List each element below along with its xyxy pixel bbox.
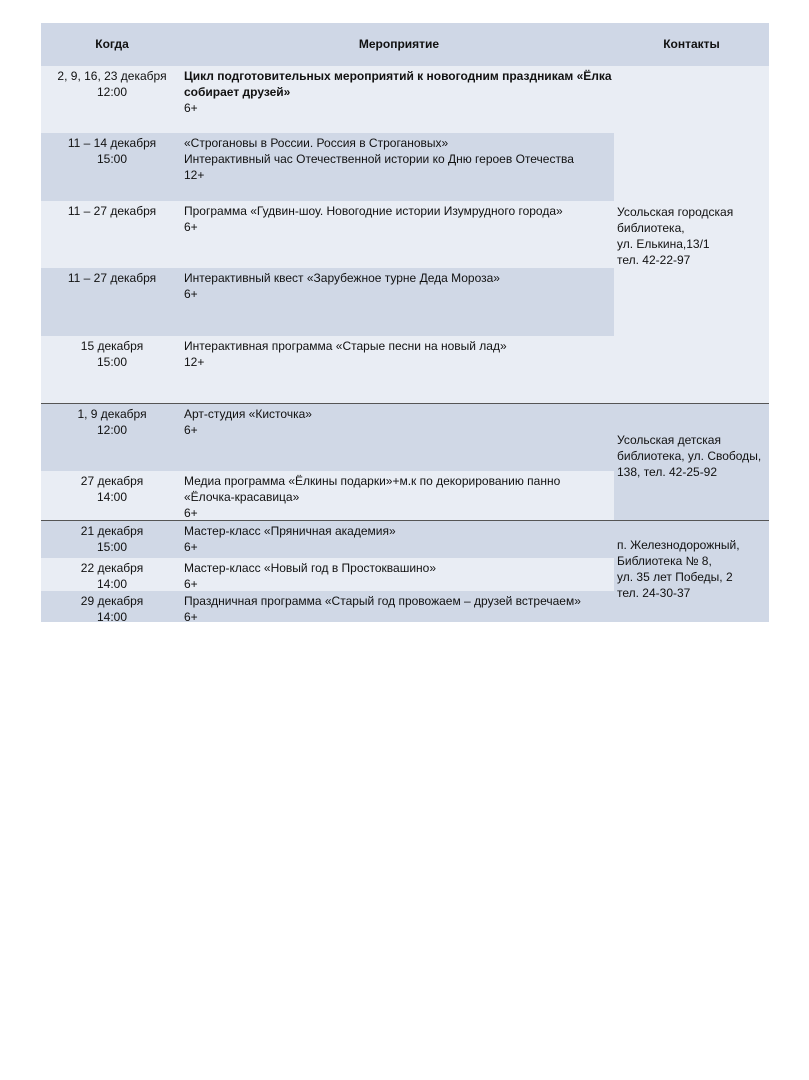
event-title: Программа «Гудвин-шоу. Новогодние истории Изумрудного города»: [184, 204, 563, 218]
table-row: [41, 471, 614, 521]
age-rating: 6+: [184, 577, 198, 591]
table-row: [41, 404, 614, 471]
event-description: [184, 135, 614, 183]
event-title: собирает друзей»: [184, 85, 291, 99]
event-title: Мастер-класс «Пряничная академия»: [184, 524, 396, 538]
group-separator: [41, 403, 769, 404]
library-contact: Усольская детская библиотека, ул. Свободы, 138, тел. 42-25-92: [614, 404, 769, 521]
header-event: Мероприятие: [358, 37, 440, 51]
event-title: Арт-студия «Кисточка»: [184, 407, 312, 421]
event-group: [41, 521, 769, 622]
header-when: Когда: [95, 37, 129, 51]
library-contact: Усольская городская библиотека, ул. Елькина,13/1 тел. 42-22-97: [614, 66, 769, 404]
age-rating: 6+: [184, 101, 198, 115]
event-description: [184, 593, 614, 625]
event-title: Интерактивный час Отечественной истории ко Дню героев Отечества: [184, 152, 574, 166]
event-description: [184, 560, 614, 592]
age-rating: 6+: [184, 220, 198, 234]
table-row: [41, 201, 614, 268]
event-date: 21 декабря 15:00: [80, 524, 144, 554]
table-row: [41, 558, 614, 591]
event-date: 1, 9 декабря 12:00: [77, 407, 147, 437]
table-row: [41, 66, 614, 133]
age-rating: 6+: [184, 610, 198, 624]
event-description: [184, 406, 614, 438]
event-title: «Ёлочка-красавица»: [184, 490, 300, 504]
library-contact: п. Железнодорожный, Библиотека № 8, ул. 35 лет Победы, 2 тел. 24-30-37: [614, 521, 769, 622]
table-header: [41, 23, 769, 66]
event-description: [184, 68, 614, 116]
table-row: [41, 336, 614, 404]
event-group: [41, 404, 769, 521]
age-rating: 12+: [184, 355, 205, 369]
event-date: 29 декабря 14:00: [80, 594, 144, 624]
table-row: [41, 133, 614, 201]
age-rating: 6+: [184, 506, 198, 520]
age-rating: 6+: [184, 423, 198, 437]
event-title: «Строгановы в России. Россия в Строгановых»: [184, 136, 449, 150]
table-row: [41, 268, 614, 336]
event-description: [184, 473, 614, 521]
event-title: Цикл подготовительных мероприятий к новогодним праздникам «Ёлка: [184, 69, 612, 83]
event-description: [184, 523, 614, 555]
event-date: 11 – 27 декабря: [67, 204, 157, 218]
event-description: [184, 203, 614, 235]
header-contacts: Контакты: [663, 37, 720, 51]
age-rating: 12+: [184, 168, 205, 182]
event-title: Интерактивный квест «Зарубежное турне Деда Мороза»: [184, 271, 500, 285]
table-body: [41, 66, 769, 622]
group-separator: [41, 520, 769, 521]
event-title: Праздничная программа «Старый год провожаем – друзей встречаем»: [184, 594, 581, 608]
event-date: 27 декабря 14:00: [80, 474, 144, 504]
event-date: 15 декабря 15:00: [80, 339, 144, 369]
table-row: [41, 521, 614, 558]
events-table: [41, 23, 769, 622]
event-description: [184, 270, 614, 302]
event-date: 22 декабря 14:00: [80, 561, 144, 591]
event-title: Интерактивная программа «Старые песни на новый лад»: [184, 339, 507, 353]
event-date: 11 – 27 декабря: [67, 271, 157, 285]
table-row: [41, 591, 614, 622]
event-group: [41, 66, 769, 404]
age-rating: 6+: [184, 287, 198, 301]
event-date: 11 – 14 декабря 15:00: [67, 136, 157, 166]
event-title: Мастер-класс «Новый год в Простоквашино»: [184, 561, 436, 575]
event-date: 2, 9, 16, 23 декабря 12:00: [57, 69, 167, 99]
event-title: Медиа программа «Ёлкины подарки»+м.к по декорированию панно: [184, 474, 561, 488]
age-rating: 6+: [184, 540, 198, 554]
event-description: [184, 338, 614, 370]
